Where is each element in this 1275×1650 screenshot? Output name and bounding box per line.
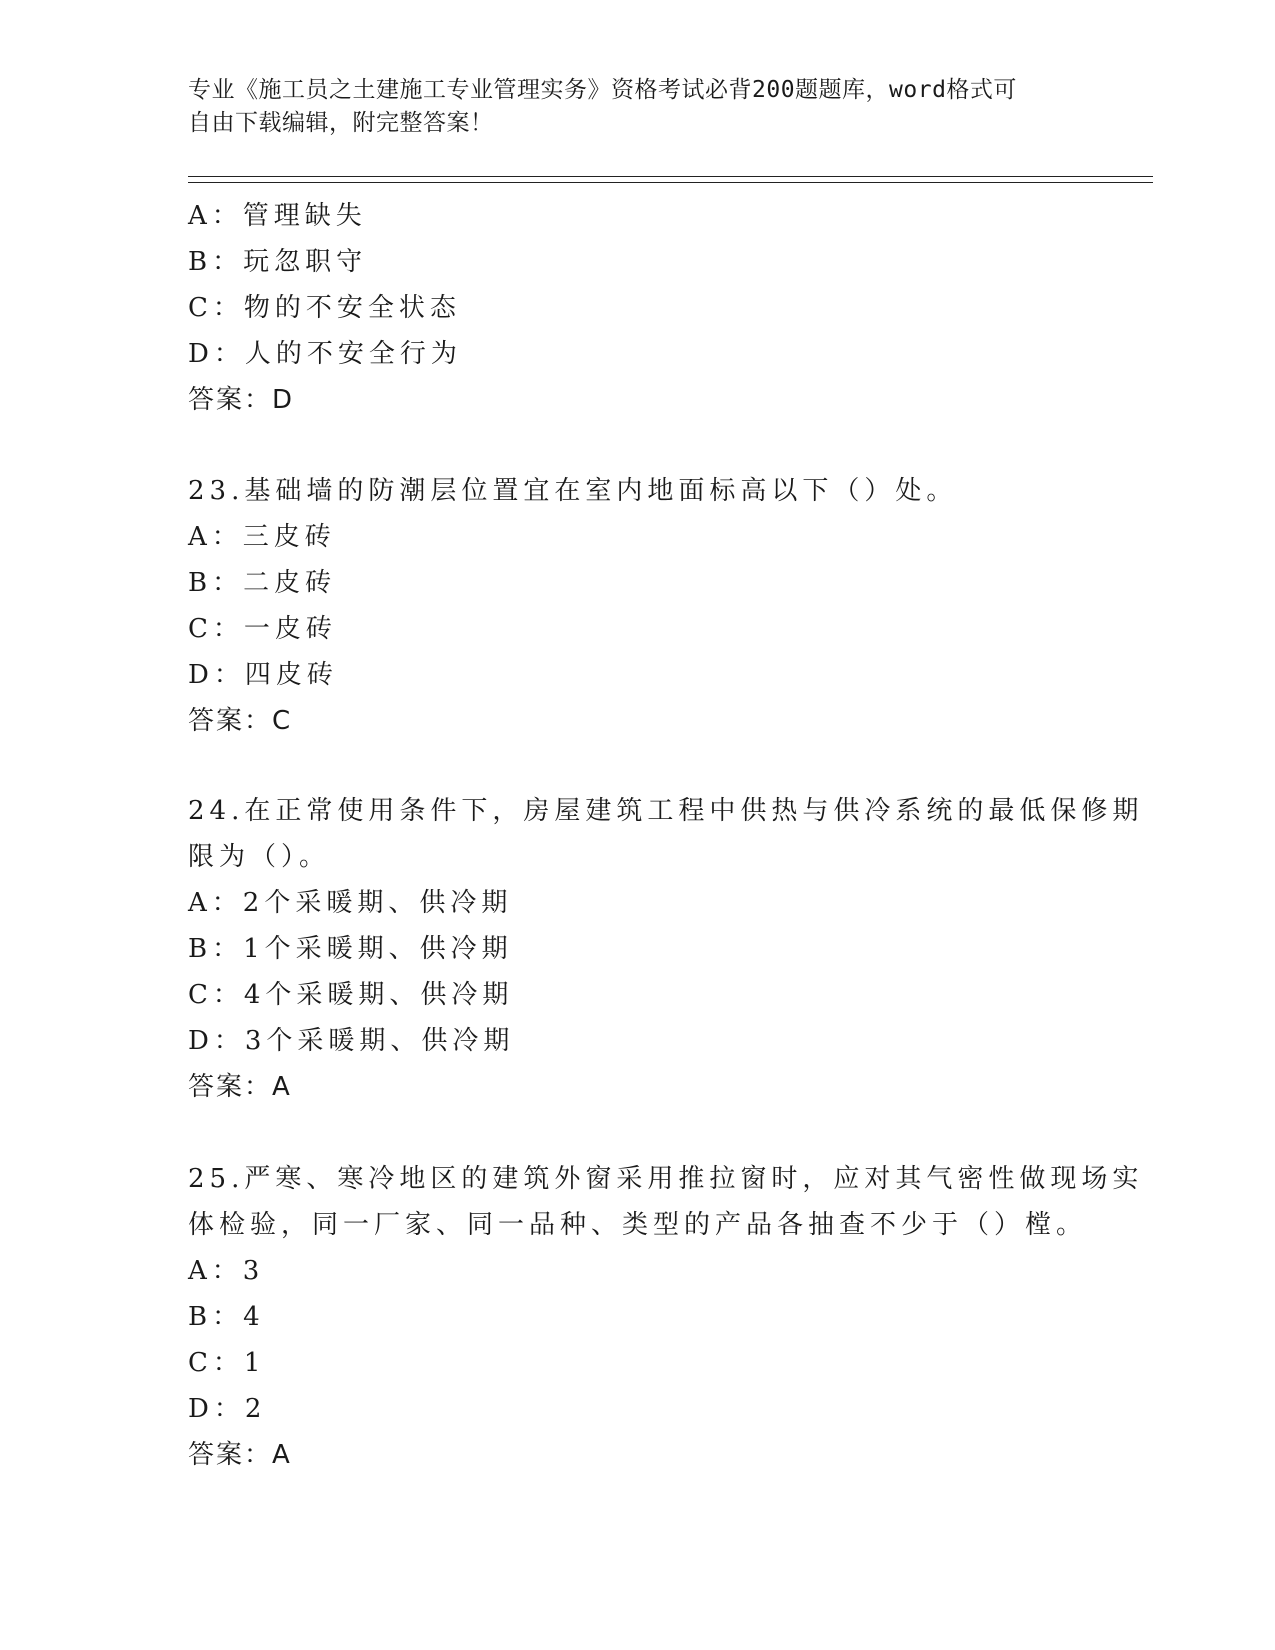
- q24-option-c: C：4个采暖期、供冷期: [188, 980, 514, 1010]
- q25-option-c: C：1: [188, 1348, 266, 1378]
- q22-option-d: D：人的不安全行为: [188, 339, 462, 369]
- header-divider-top: [188, 176, 1153, 177]
- q24-option-b: B：1个采暖期、供冷期: [188, 934, 513, 964]
- q25-option-b: B：4: [188, 1302, 265, 1332]
- q23-option-b: B：二皮砖: [188, 568, 337, 598]
- q25-stem-line-2: 体检验，同一厂家、同一品种、类型的产品各抽查不少于（）樘。: [188, 1210, 1088, 1240]
- q25-option-a: A：3: [188, 1256, 265, 1286]
- q24-option-d: D：3个采暖期、供冷期: [188, 1026, 515, 1056]
- q24-answer: 答案：A: [188, 1072, 292, 1102]
- q24-stem-line-2: 限为（）。: [188, 842, 331, 872]
- q23-option-a: A：三皮砖: [188, 522, 336, 552]
- q25-stem-line-1: 25.严寒、寒冷地区的建筑外窗采用推拉窗时，应对其气密性做现场实: [188, 1164, 1144, 1194]
- q22-answer: 答案：D: [188, 385, 295, 415]
- q25-answer: 答案：A: [188, 1440, 292, 1470]
- header-divider-bottom: [188, 182, 1153, 183]
- q23-stem: 23.基础墙的防潮层位置宜在室内地面标高以下（）处。: [188, 476, 958, 506]
- header-line-1: 专业《施工员之土建施工专业管理实务》资格考试必背200题题库，word格式可: [188, 77, 1017, 103]
- document-header: [188, 74, 1088, 140]
- q23-option-c: C：一皮砖: [188, 614, 337, 644]
- q24-stem-line-1: 24.在正常使用条件下，房屋建筑工程中供热与供冷系统的最低保修期: [188, 796, 1144, 826]
- q22-option-b: B：玩忽职守: [188, 247, 368, 277]
- q23-answer: 答案：C: [188, 706, 293, 736]
- q22-option-c: C：物的不安全状态: [188, 293, 461, 323]
- q22-option-a: A：管理缺失: [188, 201, 367, 231]
- q25-option-d: D：2: [188, 1394, 267, 1424]
- header-line-2: 自由下载编辑，附完整答案！: [188, 110, 494, 136]
- q24-option-a: A：2个采暖期、供冷期: [188, 888, 513, 918]
- q23-option-d: D：四皮砖: [188, 660, 338, 690]
